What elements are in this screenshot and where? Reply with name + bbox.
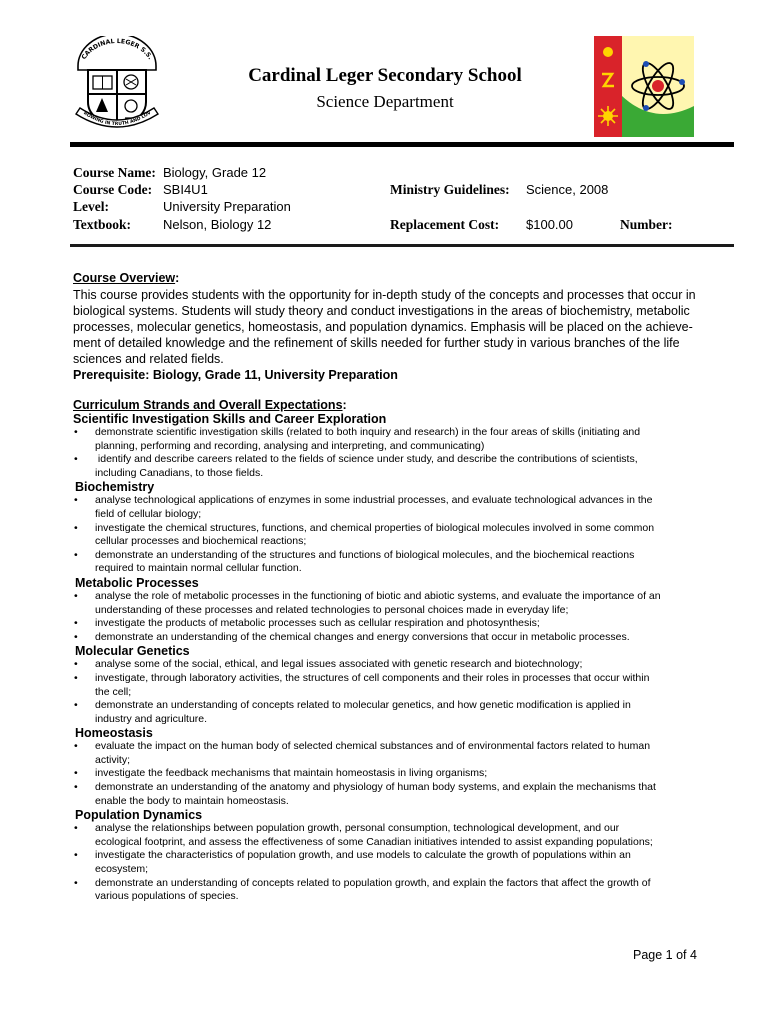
expectation-line: investigate the characteristics of population growth, and use models to calculate the growth of populations within an xyxy=(95,849,631,862)
course-code-value: SBI4U1 xyxy=(163,182,208,197)
expectation-list xyxy=(73,590,713,644)
expectation-item xyxy=(73,740,713,767)
bullet-icon: • xyxy=(74,617,78,630)
strand-title: Population Dynamics xyxy=(75,808,203,823)
expectation-list xyxy=(73,494,713,576)
bullet-icon: • xyxy=(74,876,78,889)
bullet-icon: • xyxy=(74,589,78,602)
curriculum-title xyxy=(73,398,713,412)
expectation-line: the cell; xyxy=(95,685,132,698)
expectation-item xyxy=(73,699,713,726)
curriculum-section xyxy=(73,398,713,904)
expectation-line: demonstrate an understanding of the chemical changes and energy conversions that occur in metabolic processes. xyxy=(95,630,630,643)
expectation-item xyxy=(73,849,713,876)
prerequisite-line: Prerequisite: Biology, Grade 11, University Preparation xyxy=(73,368,398,382)
expectation-line: investigate the feedback mechanisms that maintain homeostasis in living organisms; xyxy=(95,767,488,780)
expectation-line: activity; xyxy=(95,753,131,766)
expectation-item xyxy=(73,590,713,617)
course-overview-colon: : xyxy=(175,271,180,285)
expectation-item xyxy=(73,631,713,645)
strand-title: Metabolic Processes xyxy=(75,575,199,590)
bullet-icon: • xyxy=(74,671,78,684)
info-divider xyxy=(70,244,734,247)
science-atom-logo xyxy=(594,36,694,137)
expectation-line: field of cellular biology; xyxy=(95,507,202,520)
bullet-icon: • xyxy=(74,521,78,534)
expectation-line: demonstrate scientific investigation skills (related to both inquiry and research) in the four areas of skills (initiating and xyxy=(95,426,641,438)
expectation-line: demonstrate an understanding of the structures and functions of biological molecules, and the biochemical reactions xyxy=(95,548,635,561)
course-code-label: Course Code: xyxy=(73,182,153,197)
expectation-line: demonstrate an understanding of concepts related to population growth, and explain the factors that affect the growth of xyxy=(95,876,651,889)
expectation-item xyxy=(73,781,713,808)
bullet-icon: • xyxy=(74,849,78,862)
expectation-item xyxy=(73,822,713,849)
bullet-icon: • xyxy=(74,740,78,753)
bullet-icon: • xyxy=(74,767,78,780)
overview-line: ment of detailed knowledge and the refinement of skills needed for further study in various branches of the life xyxy=(73,336,680,350)
header-divider xyxy=(70,142,734,147)
overview-line: This course provides students with the opportunity for in-depth study of the concepts and processes that occur in xyxy=(73,288,696,302)
overview-line: processes, molecular genetics, homeostasis, and population dynamics. Emphasis will be placed on the achieve- xyxy=(73,320,693,334)
expectation-line: enable the body to maintain homeostasis. xyxy=(95,794,289,807)
strand-title: Homeostasis xyxy=(75,726,153,741)
bullet-icon: • xyxy=(74,548,78,561)
strand-title: Scientific Investigation Skills and Career Exploration xyxy=(73,412,387,426)
bullet-icon: • xyxy=(74,822,78,835)
expectation-line: analyse the relationships between population growth, personal consumption, technological development, and our xyxy=(95,822,620,835)
expectation-line: analyse some of the social, ethical, and legal issues associated with genetic research and biotechnology; xyxy=(95,658,583,671)
crest-banner-bottom: ROWING IN TRUTH AND LOV xyxy=(82,110,153,128)
expectation-line: identify and describe careers related to the fields of science under study, and describe the contributions of scientists, xyxy=(95,453,638,466)
expectation-line: understanding of these processes and related technologies to personal choices made in everyday life; xyxy=(95,603,569,616)
replacement-cost-value: $100.00 xyxy=(526,217,573,232)
course-name-value: Biology, Grade 12 xyxy=(163,165,267,180)
expectation-item xyxy=(73,453,713,480)
number-label: Number: xyxy=(620,217,673,232)
bullet-icon: • xyxy=(74,494,78,507)
course-overview-title: Course Overview xyxy=(73,271,176,285)
strand-list xyxy=(73,412,713,904)
bullet-icon: • xyxy=(74,426,78,438)
expectation-item xyxy=(73,617,713,631)
course-overview-section xyxy=(73,269,713,383)
expectation-line: demonstrate an understanding of the anatomy and physiology of human body systems, and explain the mechanisms that xyxy=(95,781,656,794)
curriculum-title-text: Curriculum Strands and Overall Expectations xyxy=(73,398,343,412)
expectation-item xyxy=(73,494,713,521)
expectation-item xyxy=(73,767,713,781)
strand-title: Biochemistry xyxy=(75,480,155,495)
level-value: University Preparation xyxy=(163,199,291,214)
expectation-line: investigate the products of metabolic processes such as cellular respiration and photosynthesis; xyxy=(95,617,540,630)
overview-line: biological systems. Students will study theory and conduct investigations in the areas of biochemistry, metabolic xyxy=(73,304,690,318)
bullet-icon: • xyxy=(74,453,78,466)
expectation-line: cellular processes and biochemical reactions; xyxy=(95,535,307,548)
expectation-list xyxy=(73,822,713,904)
overview-line: sciences and related fields. xyxy=(73,352,224,366)
strand-title: Molecular Genetics xyxy=(75,644,190,659)
expectation-list xyxy=(73,426,713,480)
school-crest-logo xyxy=(70,36,164,136)
expectation-list xyxy=(73,740,713,808)
curriculum-title-colon: : xyxy=(342,398,347,412)
ministry-guidelines-value: Science, 2008 xyxy=(526,182,609,197)
expectation-line: industry and agriculture. xyxy=(95,712,208,725)
expectation-line: required to maintain normal cellular function. xyxy=(95,562,302,575)
page-number: Page 1 of 4 xyxy=(633,948,697,962)
department-name: Science Department xyxy=(316,92,454,111)
school-name: Cardinal Leger Secondary School xyxy=(248,65,522,86)
bullet-icon: • xyxy=(74,630,78,643)
replacement-cost-label: Replacement Cost: xyxy=(390,217,500,232)
textbook-label: Textbook: xyxy=(73,217,132,232)
expectation-list xyxy=(73,658,713,726)
expectation-line: including Canadians, to those fields. xyxy=(95,466,264,479)
expectation-item xyxy=(73,522,713,549)
expectation-line: demonstrate an understanding of concepts related to molecular genetics, and how genetic modification is applied in xyxy=(95,699,631,712)
school-header xyxy=(190,65,580,112)
expectation-line: ecological footprint, and assess the effectiveness of some Canadian initiatives intended to assist expanding populations; xyxy=(95,835,653,848)
expectation-line: evaluate the impact on the human body of selected chemical substances and of environmental factors related to human xyxy=(95,740,651,753)
expectation-line: various populations of species. xyxy=(95,890,239,903)
course-name-label: Course Name: xyxy=(73,165,156,180)
course-overview-text xyxy=(73,287,713,367)
expectation-item xyxy=(73,877,713,904)
bullet-icon: • xyxy=(74,699,78,712)
bullet-icon: • xyxy=(74,658,78,671)
expectation-line: ecosystem; xyxy=(95,863,149,876)
expectation-line: planning, performing and recording, analysing and interpreting, and communicating) xyxy=(95,439,485,452)
expectation-line: investigate, through laboratory activities, the structures of cell components and their roles in processes that occur within xyxy=(95,671,650,684)
expectation-item xyxy=(73,426,713,453)
bullet-icon: • xyxy=(74,781,78,794)
expectation-line: analyse the role of metabolic processes in the functioning of biotic and abiotic systems, and evaluate the importance of an xyxy=(95,589,661,602)
expectation-line: analyse technological applications of enzymes in some industrial processes, and evaluate technological advances in the xyxy=(95,494,653,507)
expectation-line: investigate the chemical structures, functions, and chemical properties of biological molecules involved in some common xyxy=(95,521,655,534)
expectation-item xyxy=(73,549,713,576)
expectation-item xyxy=(73,658,713,672)
level-label: Level: xyxy=(73,199,109,214)
crest-banner-top: CARDINAL LEGER S.S. xyxy=(80,37,154,61)
ministry-guidelines-label: Ministry Guidelines: xyxy=(390,182,510,197)
textbook-value: Nelson, Biology 12 xyxy=(163,217,272,232)
expectation-item xyxy=(73,672,713,699)
